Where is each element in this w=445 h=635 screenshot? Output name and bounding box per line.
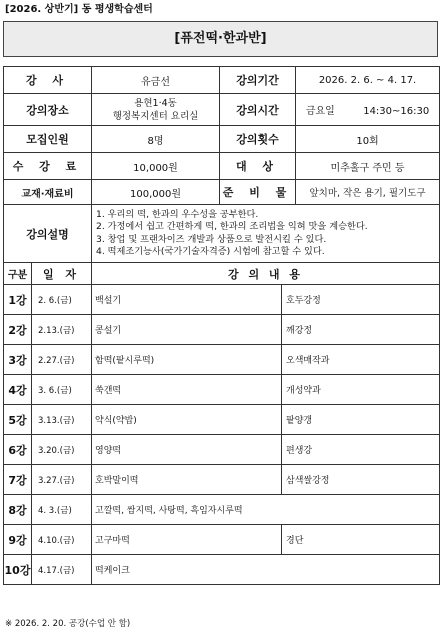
content-side-cell: 팥양갱	[282, 405, 440, 435]
date-cell: 3.27.(금)	[32, 465, 92, 495]
date-cell: 4. 3.(금)	[32, 495, 92, 525]
place-line-1: 용현1·4동	[134, 97, 177, 109]
col-date-header: 일 자	[32, 263, 92, 285]
instructor-label: 강 사	[4, 67, 92, 94]
header-line: [2026. 상반기] 동 평생학습센터	[5, 4, 153, 15]
table-row	[4, 405, 440, 435]
table-row	[4, 465, 440, 495]
session-cell: 7강	[4, 465, 32, 495]
time-label: 강의시간	[220, 94, 296, 126]
date-cell: 3.20.(금)	[32, 435, 92, 465]
desc-label: 강의설명	[4, 205, 92, 263]
period-value: 2026. 2. 6. ~ 4. 17.	[296, 67, 440, 94]
prep-value: 앞치마, 작은 용기, 필기도구	[296, 180, 440, 205]
time-hours: 14:30~16:30	[363, 106, 430, 117]
content-item-cell: 약식(약밥)	[92, 405, 282, 435]
table-row	[4, 375, 440, 405]
count-label: 강의횟수	[220, 126, 296, 153]
content-item-cell: 백설기	[92, 285, 282, 315]
table-row	[4, 315, 440, 345]
row-place	[4, 94, 440, 126]
target-label: 대 상	[220, 153, 296, 180]
recruit-label: 모집인원	[4, 126, 92, 153]
content-item-cell: 고깔떡, 쌈지떡, 사탕떡, 흑임자시루떡	[92, 495, 440, 525]
date-cell: 2.13.(금)	[32, 315, 92, 345]
content-item-cell: 영양떡	[92, 435, 282, 465]
date-cell: 2.27.(금)	[32, 345, 92, 375]
table-row	[4, 345, 440, 375]
row-description	[4, 205, 440, 263]
col-content-header: 강 의 내 용	[92, 263, 440, 285]
session-cell: 3강	[4, 345, 32, 375]
prep-label: 준 비 물	[220, 180, 296, 205]
content-side-cell: 오색매작과	[282, 345, 440, 375]
date-cell: 3. 6.(금)	[32, 375, 92, 405]
time-day: 금요일	[305, 106, 335, 117]
session-cell: 6강	[4, 435, 32, 465]
date-cell: 4.10.(금)	[32, 525, 92, 555]
session-cell: 1강	[4, 285, 32, 315]
date-cell: 2. 6.(금)	[32, 285, 92, 315]
content-item-cell: 쑥갠떡	[92, 375, 282, 405]
content-side-cell: 경단	[282, 525, 440, 555]
session-cell: 9강	[4, 525, 32, 555]
session-cell: 4강	[4, 375, 32, 405]
content-item-cell: 고구마떡	[92, 525, 282, 555]
row-material	[4, 180, 440, 205]
desc-line-2: 2. 가정에서 쉽고 간편하게 떡, 한과의 조리법을 익혀 맛을 계승한다.	[96, 221, 368, 233]
page-title: [퓨전떡·한과반]	[3, 21, 438, 57]
content-item-cell: 콩설기	[92, 315, 282, 345]
period-label: 강의기간	[220, 67, 296, 94]
content-item-cell: 떡케이크	[92, 555, 440, 585]
content-item-cell: 호박말이떡	[92, 465, 282, 495]
recruit-value: 8명	[92, 126, 220, 153]
content-side-cell: 삼색쌀강정	[282, 465, 440, 495]
place-line-2: 행정복지센터 요리실	[112, 110, 199, 122]
date-cell: 3.13.(금)	[32, 405, 92, 435]
desc-line-3: 3. 창업 및 프랜차이즈 개발과 상품으로 발전시킬 수 있다.	[96, 233, 327, 245]
schedule-body	[4, 285, 440, 585]
row-instructor	[4, 67, 440, 94]
table-row	[4, 555, 440, 585]
content-side-cell: 개성약과	[282, 375, 440, 405]
content-side-cell: 깨강정	[282, 315, 440, 345]
table-row	[4, 435, 440, 465]
fee-label: 수 강 료	[4, 153, 92, 180]
session-cell: 2강	[4, 315, 32, 345]
session-cell: 8강	[4, 495, 32, 525]
schedule-header-row	[4, 263, 440, 285]
desc-value	[92, 205, 440, 263]
col-session-header: 구분	[4, 263, 32, 285]
row-recruit	[4, 126, 440, 153]
desc-line-1: 1. 우리의 떡, 한과의 우수성을 공부한다.	[96, 209, 259, 221]
session-cell: 10강	[4, 555, 32, 585]
course-info-table	[3, 66, 440, 585]
fee-value: 10,000원	[92, 153, 220, 180]
place-value	[92, 94, 220, 126]
material-value: 100,000원	[92, 180, 220, 205]
content-side-cell: 편생강	[282, 435, 440, 465]
place-label: 강의장소	[4, 94, 92, 126]
content-side-cell: 호두강정	[282, 285, 440, 315]
date-cell: 4.17.(금)	[32, 555, 92, 585]
table-row	[4, 285, 440, 315]
target-value: 미추홀구 주민 등	[296, 153, 440, 180]
count-value: 10회	[296, 126, 440, 153]
row-fee	[4, 153, 440, 180]
desc-line-4: 4. 떡제조기능사(국가기술자격증) 시험에 참고할 수 있다.	[96, 245, 325, 257]
material-label: 교재·재료비	[4, 180, 92, 205]
footnote: ※ 2026. 2. 20. 공강(수업 안 함)	[5, 619, 131, 629]
table-row	[4, 525, 440, 555]
table-row	[4, 495, 440, 525]
instructor-value: 유금선	[92, 67, 220, 94]
session-cell: 5강	[4, 405, 32, 435]
time-value	[296, 94, 440, 126]
content-item-cell: 함떡(팥시루떡)	[92, 345, 282, 375]
